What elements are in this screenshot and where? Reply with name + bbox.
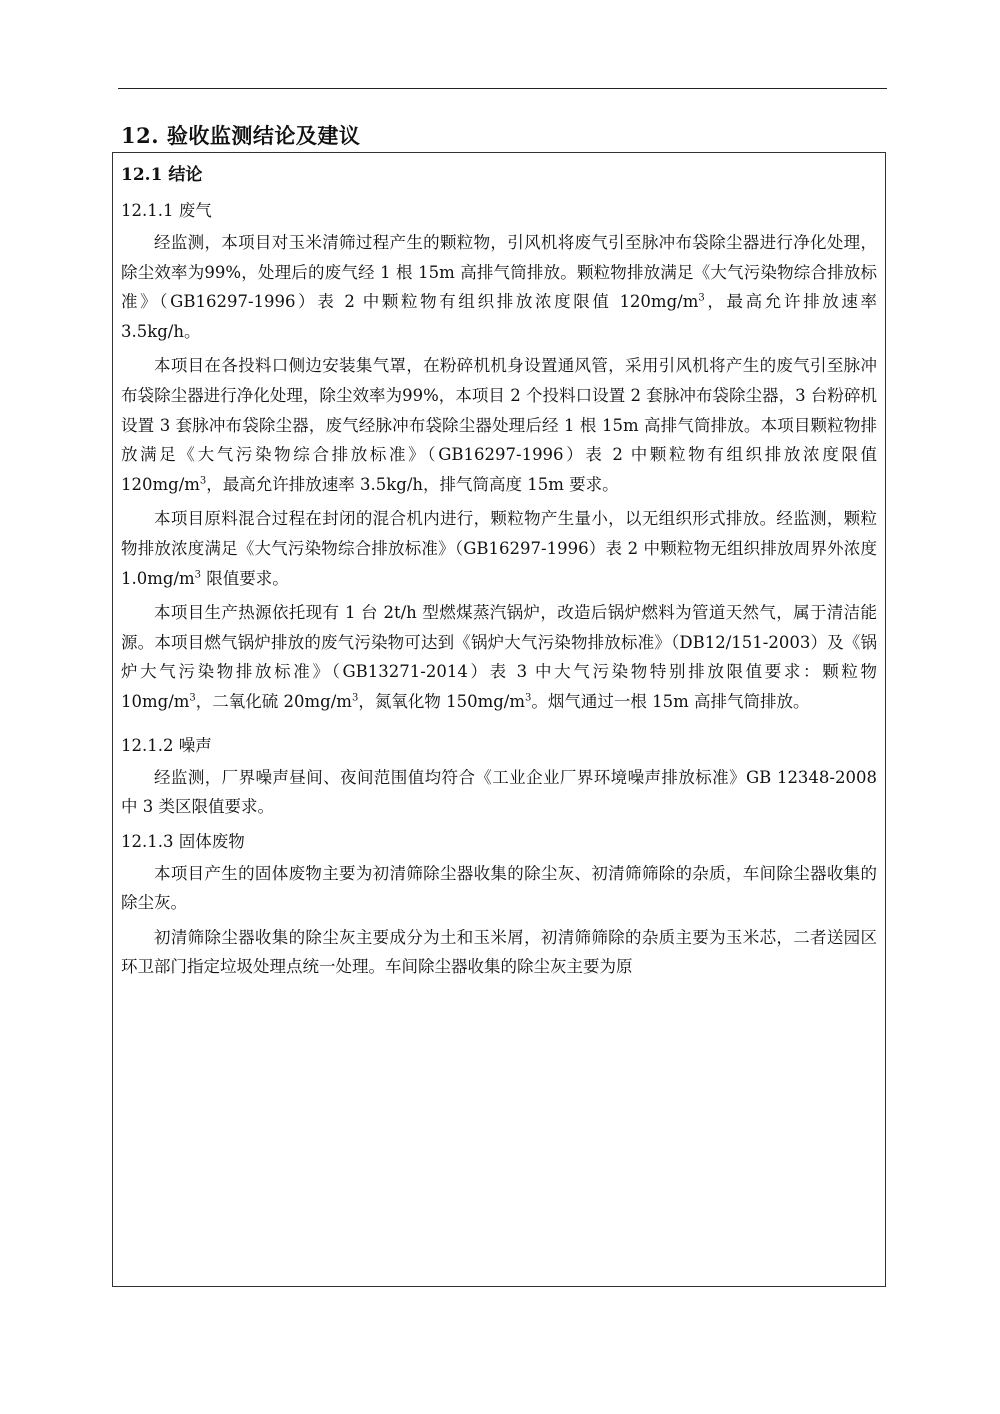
waste-gas-paragraph-4 xyxy=(121,598,877,716)
waste-gas-p1-text: 经监测，本项目对玉米清筛过程产生的颗粒物，引风机将废气引至脉冲布袋除尘器进行净化处理，除尘效率为99%，处理后的废气经 1 根 15m 高排气筒排放。颗粒物排放满足《大气污染物综合排放标准》（GB16297-1996）表 2 中颗粒物有组织排放浓度限值 120mg/m xyxy=(121,233,877,312)
superscript: 3 xyxy=(351,692,359,704)
superscript: 3 xyxy=(199,475,207,487)
solid-waste-paragraph-1: 本项目产生的固体废物主要为初清筛除尘器收集的除尘灰、初清筛筛除的杂质，车间除尘器收集的除尘灰。 xyxy=(121,863,877,913)
noise-paragraph-1: 经监测，厂界噪声昼间、夜间范围值均符合《工业企业厂界环境噪声排放标准》GB 12348-2008 中 3 类区限值要求。 xyxy=(121,767,877,817)
waste-gas-paragraph-3 xyxy=(121,504,877,593)
superscript: 3 xyxy=(189,692,196,704)
section-title: 12. 验收监测结论及建议 xyxy=(121,123,361,148)
superscript: 3 xyxy=(698,292,705,304)
waste-gas-p1-end: ，最高允许排放速率 3.5kg/h。 xyxy=(121,292,877,341)
waste-gas-p3-text: 本项目原料混合过程在封闭的混合机内进行，颗粒物产生量小，以无组织形式排放。经监测，颗粒物排放浓度满足《大气污染物综合排放标准》（GB16297-1996）表 2 中颗粒物无组织排放周界外浓度 1.0mg/m xyxy=(121,509,877,588)
waste-gas-heading: 12.1.1 废气 xyxy=(121,201,212,220)
waste-gas-paragraph-1 xyxy=(121,228,877,346)
solid-waste-paragraph-2: 初清筛除尘器收集的除尘灰主要成分为土和玉米屑，初清筛筛除的杂质主要为玉米芯，二者送园区环卫部门指定垃圾处理点统一处理。车间除尘器收集的除尘灰主要为原 xyxy=(121,927,877,977)
waste-gas-p2-end: ，最高允许排放速率 3.5kg/h，排气筒高度 15m 要求。 xyxy=(206,474,619,494)
superscript: 3 xyxy=(194,569,202,581)
waste-gas-p4-text: 本项目生产热源依托现有 1 台 2t/h 型燃煤蒸汽锅炉，改造后锅炉燃料为管道天然气，属于清洁能源。本项目燃气锅炉排放的废气污染物可达到《锅炉大气污染物排放标准》（DB12/151-2003）及《锅炉大气污染物排放标准》（GB13271-2014）表 3 中大气污染物特别排放限值要求：颗粒物 10mg/m xyxy=(121,603,877,711)
superscript: 3 xyxy=(524,692,532,704)
waste-gas-p2-text: 本项目在各投料口侧边安装集气罩，在粉碎机机身设置通风管，采用引风机将产生的废气引至脉冲布袋除尘器进行净化处理，除尘效率为99%，本项目 2 个投料口设置 2 套脉冲布袋除尘器，3 台粉碎机设置 3 套脉冲布袋除尘器，废气经脉冲布袋除尘器处理后经 1 根 15m 高排气筒排放。本项目颗粒物排放满足《大气污染物综合排放标准》（GB16297-1996）表 2 中颗粒物有组织排放浓度限值 120mg/m xyxy=(121,356,877,494)
waste-gas-p3-end: 限值要求。 xyxy=(201,568,289,588)
header-rule xyxy=(118,88,887,89)
waste-gas-p4-mid-2: ，氮氧化物 150mg/m xyxy=(358,691,525,711)
waste-gas-paragraph-2 xyxy=(121,351,877,499)
content-frame xyxy=(112,152,886,1287)
noise-heading: 12.1.2 噪声 xyxy=(121,735,212,755)
waste-gas-p4-end: 。烟气通过一根 15m 高排气筒排放。 xyxy=(531,691,810,711)
solid-waste-heading: 12.1.3 固体废物 xyxy=(121,831,245,851)
waste-gas-p4-mid-1: ，二氧化硫 20mg/m xyxy=(195,691,352,711)
subsection-title: 12.1 结论 xyxy=(121,165,203,185)
